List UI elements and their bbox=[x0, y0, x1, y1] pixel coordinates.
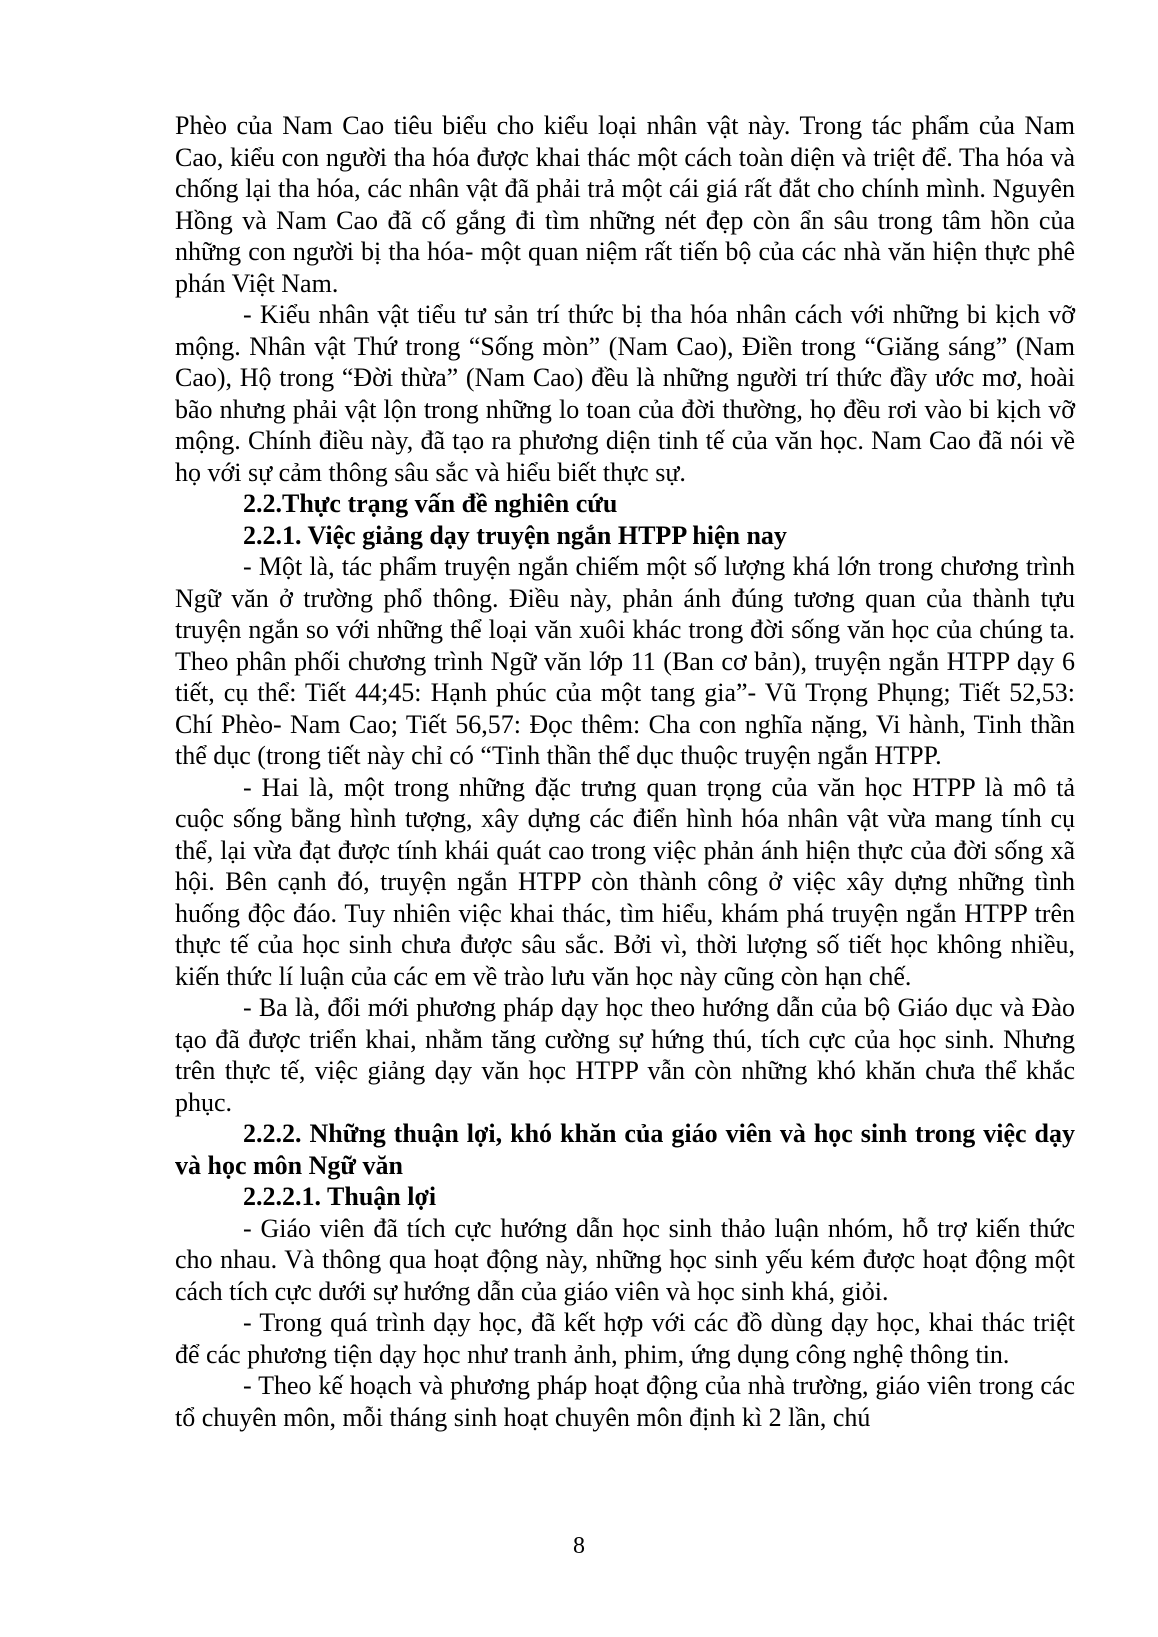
paragraph-point-one: - Một là, tác phẩm truyện ngắn chiếm một số lượng khá lớn trong chương trình Ngữ văn ở trường phổ thông. Điều này, phản ánh đúng tương quan của thành tựu truyện ngắn so với những thể loại văn xuôi khác trong đời sống văn học của chúng ta. Theo phân phối chương trình Ngữ văn lớp 11 (Ban cơ bản), truyện ngắn HTPP dạy 6 tiết, cụ thể: Tiết 44;45: Hạnh phúc của một tang gia”- Vũ Trọng Phụng; Tiết 52,53: Chí Phèo- Nam Cao; Tiết 56,57: Đọc thêm: Cha con nghĩa nặng, Vi hành, Tinh thần thể dục (trong tiết này chỉ có “Tinh thần thể dục thuộc truyện ngắn HTPP. bbox=[175, 552, 1075, 770]
document-body bbox=[175, 110, 1075, 1433]
heading-2-2: 2.2.Thực trạng vấn đề nghiên cứu bbox=[243, 489, 618, 518]
paragraph-advantage-school-plan: - Theo kế hoạch và phương pháp hoạt động của nhà trường, giáo viên trong các tổ chuyên môn, mỗi tháng sinh hoạt chuyên môn định kì 2 lần, chú bbox=[175, 1371, 1075, 1432]
paragraph-advantage-group-work: - Giáo viên đã tích cực hướng dẫn học sinh thảo luận nhóm, hỗ trợ kiến thức cho nhau. Và thông qua hoạt động này, những học sinh yếu kém được hoạt động một cách tích cực dưới sự hướng dẫn của giáo viên và học sinh khá, giỏi. bbox=[175, 1213, 1075, 1306]
paragraph-point-two: - Hai là, một trong những đặc trưng quan trọng của văn học HTPP là mô tả cuộc sống bằng hình tượng, xây dựng các điển hình hóa nhân vật vừa mang tính cụ thể, lại vừa đạt được tính khái quát cao trong việc phản ánh hiện thực của đời sống xã hội. Bên cạnh đó, truyện ngắn HTPP còn thành công ở việc xây dựng những tình huống độc đáo. Tuy nhiên việc khai thác, tìm hiểu, khám phá truyện ngắn HTPP trên thực tế của học sinh chưa được sâu sắc. Bởi vì, thời lượng số tiết học không nhiều, kiến thức lí luận của các em về trào lưu văn học này cũng còn hạn chế. bbox=[175, 772, 1075, 991]
heading-2-2-2-1: 2.2.2.1. Thuận lợi bbox=[243, 1182, 437, 1211]
paragraph-point-three: - Ba là, đổi mới phương pháp dạy học theo hướng dẫn của bộ Giáo dục và Đào tạo đã được triển khai, nhằm tăng cường sự hứng thú, tích cực của học sinh. Nhưng trên thực tế, việc giảng dạy văn học HTPP vẫn còn những khó khăn chưa thể khắc phục. bbox=[175, 993, 1075, 1117]
paragraph-continuation: Phèo của Nam Cao tiêu biểu cho kiểu loại nhân vật này. Trong tác phẩm của Nam Cao, kiểu con người tha hóa được khai thác một cách toàn diện và triệt để. Tha hóa và chống lại tha hóa, các nhân vật đã phải trả một cái giá rất đắt cho chính mình. Nguyên Hồng và Nam Cao đã cố gắng đi tìm những nét đẹp còn ẩn sâu trong tâm hồn của những con người bị tha hóa- một quan niệm rất tiến bộ của các nhà văn hiện thực phê phán Việt Nam. bbox=[175, 111, 1075, 298]
page-number: 8 bbox=[573, 1533, 585, 1559]
paragraph-petty-bourgeois-characters: - Kiểu nhân vật tiểu tư sản trí thức bị tha hóa nhân cách với những bi kịch vỡ mộng. Nhân vật Thứ trong “Sống mòn” (Nam Cao), Điền trong “Giăng sáng” (Nam Cao), Hộ trong “Đời thừa” (Nam Cao) đều là những người trí thức đầy ước mơ, hoài bão nhưng phải vật lộn trong những lo toan của đời thường, họ đều rơi vào bi kịch vỡ mộng. Chính điều này, đã tạo ra phương diện tinh tế của văn học. Nam Cao đã nói về họ với sự cảm thông sâu sắc và hiểu biết thực sự. bbox=[175, 300, 1075, 487]
heading-2-2-2: 2.2.2. Những thuận lợi, khó khăn của giáo viên và học sinh trong việc dạy và học môn Ngữ văn bbox=[175, 1119, 1075, 1180]
heading-2-2-1: 2.2.1. Việc giảng dạy truyện ngắn HTPP hiện nay bbox=[243, 520, 787, 550]
paragraph-advantage-teaching-aids: - Trong quá trình dạy học, đã kết hợp với các đồ dùng dạy học, khai thác triệt để các phương tiện dạy học như tranh ảnh, phim, ứng dụng công nghệ thông tin. bbox=[175, 1308, 1075, 1369]
